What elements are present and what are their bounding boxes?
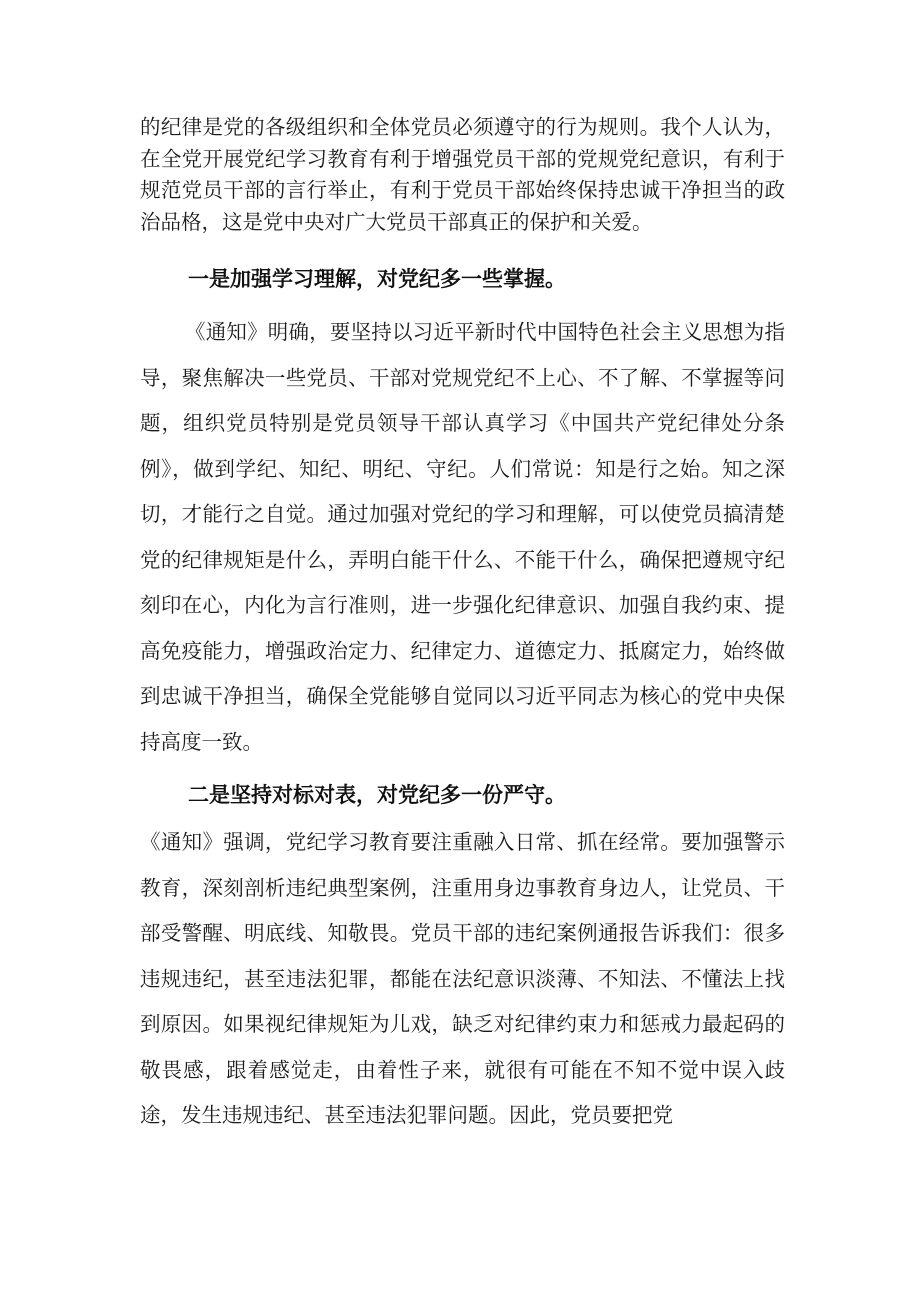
section-heading-2: 二是坚持对标对表，对党纪多一份严守。 (188, 783, 566, 807)
section-heading-1: 一是加强学习理解，对党纪多一些掌握。 (188, 267, 566, 291)
paragraph-section-1: 《通知》明确，要坚持以习近平新时代中国特色社会主义思想为指导，聚焦解决一些党员、干部对党规党纪不上心、不了解、不掌握等问题，组织党员特别是党员领导干部认真学习《中国共产党纪律处分条例》，做到学纪、知纪、明纪、守纪。人们常说：知是行之始。知之深切，才能行之自觉。通过加强对党纪的学习和理解，可以使党员搞清楚党的纪律规矩是什么，弄明白能干什么、不能干什么，确保把遵规守纪刻印在心，内化为言行准则，进一步强化纪律意识、加强自我约束、提高免疫能力，增强政治定力、纪律定力、道德定力、抵腐定力，始终做到忠诚干净担当，确保全党能够自觉同以习近平同志为核心的党中央保持高度一致。 (140, 320, 785, 754)
document-body (140, 112, 785, 1139)
paragraph-intro: 的纪律是党的各级组织和全体党员必须遵守的行为规则。我个人认为，在全党开展党纪学习教育有利于增强党员干部的党规党纪意识，有利于规范党员干部的言行举止，有利于党员干部始终保持忠诚干净担当的政治品格，这是党中央对广大党员干部真正的保护和关爱。 (140, 115, 785, 234)
paragraph-section-2: 《通知》强调，党纪学习教育要注重融入日常、抓在经常。要加强警示教育，深刻剖析违纪典型案例，注重用身边事教育身边人，让党员、干部受警醒、明底线、知敬畏。党员干部的违纪案例通报告诉我们：很多违规违纪，甚至违法犯罪，都能在法纪意识淡薄、不知法、不懂法上找到原因。如果视纪律规矩为儿戏，缺乏对纪律约束力和惩戒力最起码的敬畏感，跟着感觉走，由着性子来，就很有可能在不知不觉中误入歧途，发生违规违纪、甚至违法犯罪问题。因此，党员要把党 (140, 830, 785, 1127)
